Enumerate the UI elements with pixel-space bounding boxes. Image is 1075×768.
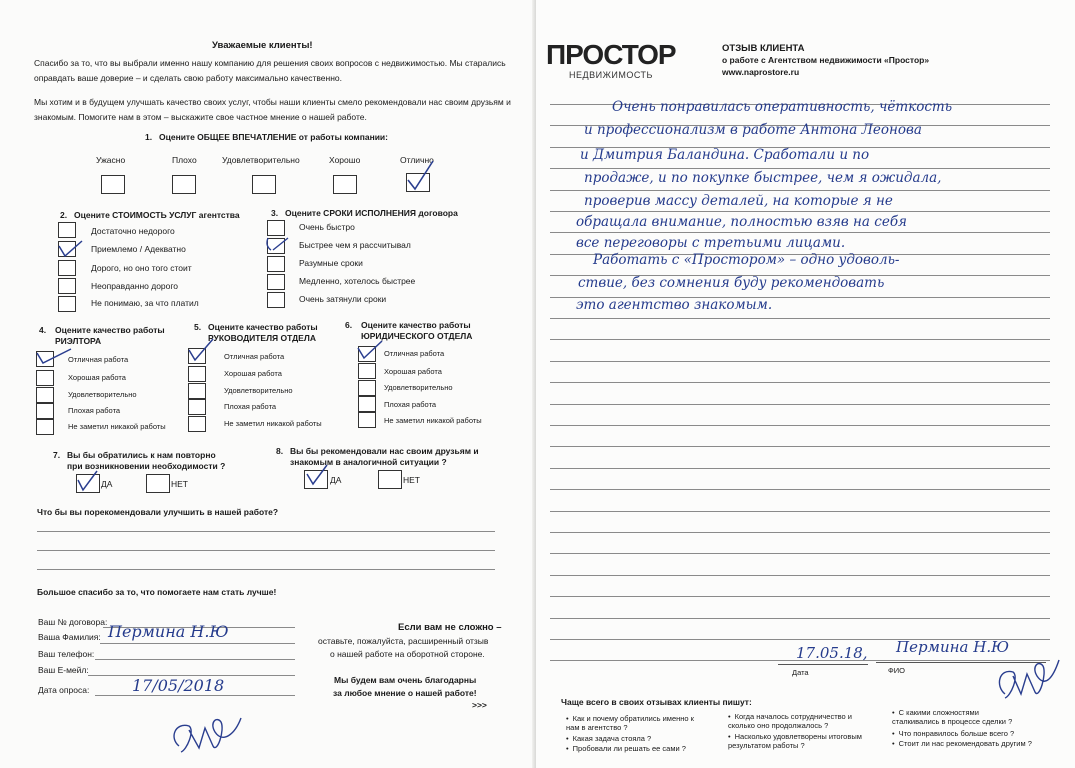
q4-option: Плохая работа — [68, 406, 121, 415]
left-page-survey — [0, 0, 536, 768]
q2-checkbox-5[interactable] — [58, 296, 76, 312]
brand-logo-subtitle: НЕДВИЖИМОСТЬ — [569, 70, 653, 80]
intro-line-2: оправдать ваше доверие – и сделать свою работу максимально качественно. — [34, 73, 342, 83]
q6-number: 6. — [345, 320, 353, 330]
q3-option: Очень затянули сроки — [299, 294, 387, 304]
intro-line-3: Мы хотим и в будущем улучшать качество своих услуг, чтобы наши клиенты смело рекомендовали нас своим друзьям и — [34, 97, 511, 107]
q3-checkbox-3[interactable] — [267, 256, 285, 272]
q4-title-2: РИЭЛТОРА — [55, 336, 102, 346]
fio-field-line[interactable] — [876, 662, 1046, 663]
q2-option: Не понимаю, за что платил — [91, 298, 199, 308]
q2-checkbox-1[interactable] — [58, 222, 76, 238]
date-label: Дата — [792, 668, 809, 677]
review-ruled-line[interactable] — [550, 532, 1050, 533]
review-ruled-line[interactable] — [550, 575, 1050, 576]
thanks-text: Большое спасибо за то, что помогаете нам стать лучше! — [37, 587, 277, 597]
aside-arrows: >>> — [472, 700, 487, 710]
q4-checkbox-3[interactable] — [36, 387, 54, 403]
q2-title: Оцените СТОИМОСТЬ УСЛУГ агентства — [74, 210, 240, 220]
q4-checkbox-2[interactable] — [36, 370, 54, 386]
q6-checkbox-2[interactable] — [358, 363, 376, 379]
q7-title-1: Вы бы обратились к нам повторно — [67, 450, 216, 460]
improve-answer-line[interactable] — [37, 531, 495, 532]
q2-checkbox-2[interactable] — [58, 241, 76, 257]
q5-option: Удовлетворительно — [224, 386, 293, 395]
q8-no-label: НЕТ — [403, 475, 420, 485]
right-page-review — [536, 0, 1075, 768]
q4-checkbox-5[interactable] — [36, 419, 54, 435]
review-text-line: обращала внимание, полностью взяв на себя — [576, 214, 907, 230]
footer-hint: • С какими сложностями сталкивались в процессе сделки ? — [892, 708, 1022, 726]
review-title: ОТЗЫВ КЛИЕНТА — [722, 43, 805, 54]
q2-option: Приемлемо / Адекватно — [91, 244, 186, 254]
q5-title-2: РУКОВОДИТЕЛЯ ОТДЕЛА — [208, 333, 316, 343]
q5-option: Не заметил никакой работы — [224, 419, 322, 428]
sign-name-value: Пермина Н.Ю — [896, 638, 1009, 656]
q2-option: Дорого, но оно того стоит — [91, 263, 192, 273]
q1-number: 1. — [145, 132, 153, 142]
review-ruled-line[interactable] — [550, 404, 1050, 405]
q3-number: 3. — [271, 208, 279, 218]
q1-option-label: Хорошо — [329, 155, 361, 165]
aside-bold-2: за любое мнение о нашей работе! — [333, 688, 477, 698]
q6-checkbox-3[interactable] — [358, 380, 376, 396]
q3-checkbox-2[interactable] — [267, 238, 285, 254]
review-ruled-line[interactable] — [550, 425, 1050, 426]
aside-line-1: оставьте, пожалуйста, расширенный отзыв — [318, 636, 489, 646]
q6-option: Хорошая работа — [384, 367, 442, 376]
q5-checkbox-3[interactable] — [188, 383, 206, 399]
q6-option: Плохая работа — [384, 400, 437, 409]
review-ruled-line[interactable] — [550, 618, 1050, 619]
q4-option: Не заметил никакой работы — [68, 422, 166, 431]
footer-hint: • Что понравилось больше всего ? — [892, 729, 1014, 738]
review-ruled-line[interactable] — [550, 211, 1050, 212]
survey-heading: Уважаемые клиенты! — [212, 40, 313, 51]
footer-hint: • Стоит ли нас рекомендовать другим ? — [892, 739, 1032, 748]
q4-option: Отличная работа — [68, 355, 129, 364]
q3-checkbox-1[interactable] — [267, 220, 285, 236]
q1-checkbox-awful[interactable] — [101, 175, 125, 194]
q3-option: Разумные сроки — [299, 258, 363, 268]
footer-hint: • Когда началось сотрудничество и сколько оно продолжалось ? — [728, 712, 868, 730]
surname-label: Ваша Фамилия: — [38, 632, 101, 642]
improve-answer-line[interactable] — [37, 550, 495, 551]
surname-value: Пермина Н.Ю — [108, 622, 229, 641]
signature-left — [165, 708, 245, 763]
aside-bold-1: Мы будем вам очень благодарны — [334, 675, 477, 685]
footer-hint: • Как и почему обратились именно к нам в агентство ? — [566, 714, 706, 732]
contract-number-label: Ваш № договора: — [38, 617, 108, 627]
q7-title-2: при возникновении необходимости ? — [67, 461, 226, 471]
review-text-line: все переговоры с третьими лицами. — [576, 235, 846, 251]
footer-hint: • Насколько удовлетворены итоговым результатом работы ? — [728, 732, 868, 750]
q3-option: Очень быстро — [299, 222, 355, 232]
review-ruled-line[interactable] — [550, 446, 1050, 447]
q2-number: 2. — [60, 210, 68, 220]
aside-line-2: о нашей работе на оборотной стороне. — [330, 649, 485, 659]
review-ruled-line[interactable] — [550, 489, 1050, 490]
review-text-line: проверив массу деталей, на которые я не — [584, 193, 893, 209]
q6-option: Отличная работа — [384, 349, 445, 358]
phone-label: Ваш телефон: — [38, 649, 95, 659]
q3-title: Оцените СРОКИ ИСПОЛНЕНИЯ договора — [285, 208, 458, 218]
q7-number: 7. — [53, 450, 61, 460]
q1-checkbox-excellent[interactable] — [406, 173, 430, 192]
q1-checkbox-good[interactable] — [333, 175, 357, 194]
review-ruled-line[interactable] — [550, 596, 1050, 597]
review-text-line: и профессионализм в работе Антона Леонова — [584, 122, 922, 138]
q1-checkbox-bad[interactable] — [172, 175, 196, 194]
review-ruled-line[interactable] — [550, 361, 1050, 362]
date-field-line[interactable] — [778, 664, 868, 665]
q8-checkbox-no[interactable] — [378, 470, 402, 489]
q5-checkbox-1[interactable] — [188, 348, 206, 364]
review-text-line: это агентство знакомым. — [576, 297, 773, 313]
q6-option: Не заметил никакой работы — [384, 416, 482, 425]
q5-option: Плохая работа — [224, 402, 277, 411]
q8-title-2: знакомым в аналогичной ситуации ? — [290, 457, 447, 467]
q6-checkbox-1[interactable] — [358, 346, 376, 362]
review-subtitle: о работе с Агентством недвижимости «Простор» — [722, 55, 930, 65]
q3-checkbox-5[interactable] — [267, 292, 285, 308]
q5-number: 5. — [194, 322, 202, 332]
footer-hint: • Пробовали ли решать ее сами ? — [566, 744, 686, 753]
brand-logo: ПРОСТОР — [546, 39, 676, 70]
q7-yes-label: ДА — [101, 479, 113, 489]
q1-option-label: Удовлетворительно — [222, 155, 300, 165]
review-text-line: ствие, без сомнения буду рекомендовать — [578, 275, 885, 291]
improve-question: Что бы вы порекомендовали улучшить в нашей работе? — [37, 507, 279, 517]
review-ruled-line[interactable] — [550, 339, 1050, 340]
review-ruled-line[interactable] — [550, 511, 1050, 512]
q1-checkbox-satisfactory[interactable] — [252, 175, 276, 194]
q3-checkbox-4[interactable] — [267, 274, 285, 290]
q4-title-1: Оцените качество работы — [55, 325, 165, 335]
q5-option: Хорошая работа — [224, 369, 282, 378]
fio-label: ФИО — [888, 666, 905, 675]
footer-title: Чаще всего в своих отзывах клиенты пишут: — [561, 697, 752, 707]
q8-yes-label: ДА — [330, 475, 342, 485]
phone-field[interactable] — [95, 659, 295, 660]
q8-title-1: Вы бы рекомендовали нас своим друзьям и — [290, 446, 479, 456]
q8-number: 8. — [276, 446, 284, 456]
email-label: Ваш Е-мейл: — [38, 665, 89, 675]
q6-checkbox-4[interactable] — [358, 396, 376, 412]
review-text-line: Очень понравилась оперативность, чёткость — [612, 99, 953, 115]
q3-option: Быстрее чем я рассчитывал — [299, 240, 411, 250]
footer-hint: • Какая задача стояла ? — [566, 734, 651, 743]
q1-title: Оцените ОБЩЕЕ ВПЕЧАТЛЕНИЕ от работы компании: — [159, 132, 388, 142]
q4-checkbox-4[interactable] — [36, 403, 54, 419]
q4-option: Хорошая работа — [68, 373, 126, 382]
intro-line-4: знакомым. Помогите нам в этом – выскажите свое частное мнение о нашей работе. — [34, 112, 367, 122]
q7-checkbox-no[interactable] — [146, 474, 170, 493]
q1-option-label: Ужасно — [96, 155, 126, 165]
survey-date-field[interactable] — [95, 695, 295, 696]
q7-no-label: НЕТ — [171, 479, 188, 489]
aside-title: Если вам не сложно – — [398, 622, 502, 633]
q5-option: Отличная работа — [224, 352, 285, 361]
intro-line-1: Спасибо за то, что вы выбрали именно нашу компанию для решения своих вопросов с недвижимостью. Мы старались — [34, 58, 506, 68]
review-ruled-line[interactable] — [550, 190, 1050, 191]
q4-number: 4. — [39, 325, 47, 335]
q2-checkbox-3[interactable] — [58, 260, 76, 276]
q5-title-1: Оцените качество работы — [208, 322, 318, 332]
review-ruled-line[interactable] — [550, 468, 1050, 469]
surname-field[interactable] — [100, 643, 295, 644]
q6-title-1: Оцените качество работы — [361, 320, 471, 330]
survey-date-label: Дата опроса: — [38, 685, 90, 695]
review-ruled-line[interactable] — [550, 382, 1050, 383]
q6-option: Удовлетворительно — [384, 383, 453, 392]
q6-title-2: ЮРИДИЧЕСКОГО ОТДЕЛА — [361, 331, 473, 341]
review-text-line: и Дмитрия Баландина. Сработали и по — [580, 147, 870, 163]
review-ruled-line[interactable] — [550, 553, 1050, 554]
q2-option: Достаточно недорого — [91, 226, 175, 236]
review-text-line: Работать с «Простором» – одно удоволь- — [593, 252, 900, 268]
q5-checkbox-2[interactable] — [188, 366, 206, 382]
q2-checkbox-4[interactable] — [58, 278, 76, 294]
q5-checkbox-4[interactable] — [188, 399, 206, 415]
review-text-line: продаже, и по покупке быстрее, чем я ожидала, — [584, 170, 942, 186]
review-ruled-line[interactable] — [550, 318, 1050, 319]
improve-answer-line[interactable] — [37, 569, 495, 570]
q4-option: Удовлетворительно — [68, 390, 137, 399]
website-url: www.naprostore.ru — [722, 67, 800, 77]
q1-option-label: Отлично — [400, 155, 434, 165]
q1-option-label: Плохо — [172, 155, 197, 165]
q8-checkbox-yes[interactable] — [304, 470, 328, 489]
q6-checkbox-5[interactable] — [358, 412, 376, 428]
q3-option: Медленно, хотелось быстрее — [299, 276, 416, 286]
q2-option: Неоправданно дорого — [91, 281, 179, 291]
q7-checkbox-yes[interactable] — [76, 474, 100, 493]
q5-checkbox-5[interactable] — [188, 416, 206, 432]
review-ruled-line[interactable] — [550, 232, 1050, 233]
q4-checkbox-1[interactable] — [36, 351, 54, 367]
sign-date-value: 17.05.18, — [796, 644, 868, 662]
survey-date-value: 17/05/2018 — [132, 676, 225, 695]
